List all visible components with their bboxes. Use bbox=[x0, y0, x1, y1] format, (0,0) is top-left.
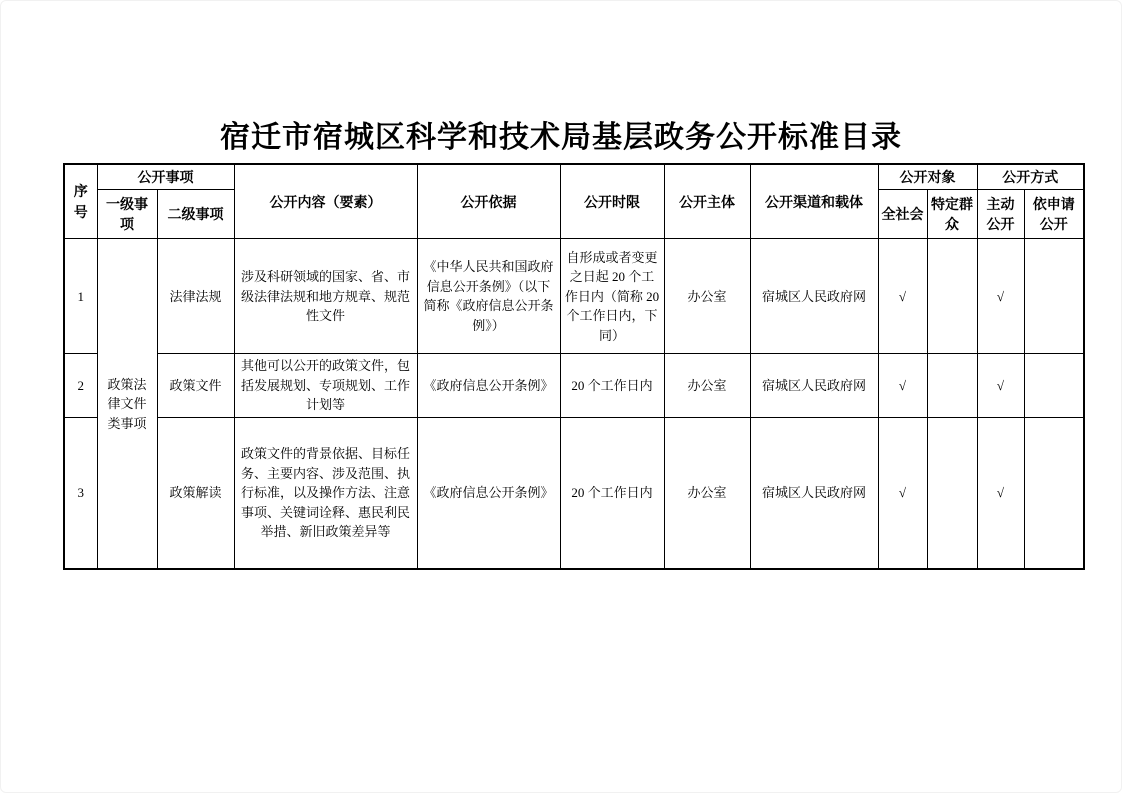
cell-serial-number: 1 bbox=[64, 239, 97, 354]
cell-target-specific-checkmark bbox=[927, 417, 977, 569]
cell-target-all-checkmark: √ bbox=[878, 354, 927, 418]
cell-channel-carrier: 宿城区人民政府网 bbox=[750, 239, 878, 354]
table-row bbox=[64, 354, 1084, 418]
header-level1-item: 一级事项 bbox=[97, 190, 157, 239]
cell-target-all-checkmark: √ bbox=[878, 417, 927, 569]
cell-disclosure-basis: 《中华人民共和国政府信息公开条例》（以下简称《政府信息公开条例》） bbox=[417, 239, 560, 354]
cell-target-specific-checkmark bbox=[927, 239, 977, 354]
cell-serial-number: 3 bbox=[64, 417, 97, 569]
cell-method-active-checkmark: √ bbox=[977, 354, 1024, 418]
cell-disclosure-content: 政策文件的背景依据、目标任务、主要内容、涉及范围、执行标准，以及操作方法、注意事项、关键词诠释、惠民利民举措、新旧政策差异等 bbox=[234, 417, 417, 569]
table-row bbox=[64, 417, 1084, 569]
table-row bbox=[64, 239, 1084, 354]
cell-method-active-checkmark: √ bbox=[977, 417, 1024, 569]
header-time-limit: 公开时限 bbox=[560, 164, 664, 239]
header-disclosure-method: 公开方式 bbox=[977, 164, 1084, 190]
header-disclosure-subject: 公开主体 bbox=[664, 164, 750, 239]
cell-serial-number: 2 bbox=[64, 354, 97, 418]
cell-level2-item: 政策解读 bbox=[157, 417, 234, 569]
cell-channel-carrier: 宿城区人民政府网 bbox=[750, 417, 878, 569]
header-method-active: 主动公开 bbox=[977, 190, 1024, 239]
cell-method-request-checkmark bbox=[1024, 239, 1084, 354]
header-disclosure-content: 公开内容（要素） bbox=[234, 164, 417, 239]
cell-time-limit: 自形成或者变更之日起 20 个工作日内（简称 20 个工作日内，下同） bbox=[560, 239, 664, 354]
cell-disclosure-basis: 《政府信息公开条例》 bbox=[417, 417, 560, 569]
header-disclosure-basis: 公开依据 bbox=[417, 164, 560, 239]
cell-disclosure-subject: 办公室 bbox=[664, 239, 750, 354]
header-disclosure-target: 公开对象 bbox=[878, 164, 977, 190]
cell-time-limit: 20 个工作日内 bbox=[560, 354, 664, 418]
header-method-upon-request: 依申请公开 bbox=[1024, 190, 1084, 239]
cell-disclosure-content: 其他可以公开的政策文件，包括发展规划、专项规划、工作计划等 bbox=[234, 354, 417, 418]
cell-target-specific-checkmark bbox=[927, 354, 977, 418]
cell-method-request-checkmark bbox=[1024, 354, 1084, 418]
page-title: 宿迁市宿城区科学和技术局基层政务公开标准目录 bbox=[220, 121, 902, 154]
header-channel-carrier: 公开渠道和载体 bbox=[750, 164, 878, 239]
cell-level1-category: 政策法律文件类事项 bbox=[97, 239, 157, 570]
header-serial-number: 序号 bbox=[64, 164, 97, 239]
cell-disclosure-basis: 《政府信息公开条例》 bbox=[417, 354, 560, 418]
cell-time-limit: 20 个工作日内 bbox=[560, 417, 664, 569]
header-level2-item: 二级事项 bbox=[157, 190, 234, 239]
cell-disclosure-subject: 办公室 bbox=[664, 417, 750, 569]
header-target-all-society: 全社会 bbox=[878, 190, 927, 239]
cell-method-active-checkmark: √ bbox=[977, 239, 1024, 354]
cell-target-all-checkmark: √ bbox=[878, 239, 927, 354]
cell-disclosure-content: 涉及科研领域的国家、省、市级法律法规和地方规章、规范性文件 bbox=[234, 239, 417, 354]
cell-level2-item: 政策文件 bbox=[157, 354, 234, 418]
cell-disclosure-subject: 办公室 bbox=[664, 354, 750, 418]
cell-level2-item: 法律法规 bbox=[157, 239, 234, 354]
header-disclosure-matters: 公开事项 bbox=[97, 164, 234, 190]
disclosure-standards-table bbox=[63, 163, 1085, 570]
header-target-specific-groups: 特定群众 bbox=[927, 190, 977, 239]
cell-method-request-checkmark bbox=[1024, 417, 1084, 569]
cell-channel-carrier: 宿城区人民政府网 bbox=[750, 354, 878, 418]
